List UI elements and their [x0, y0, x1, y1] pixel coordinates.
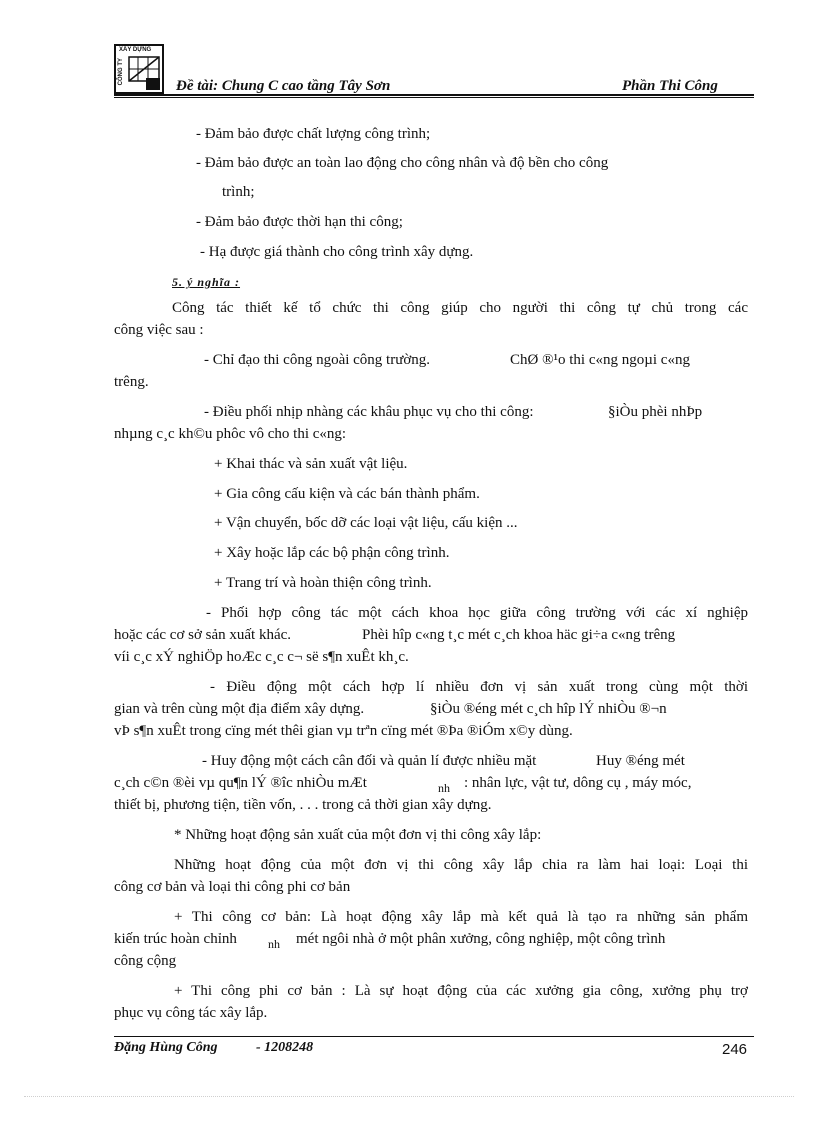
bullet-item: + Trang trí và hoàn thiện công trình. [214, 575, 432, 591]
bullet-item: + Gia công cấu kiện và các bán thành phẩm. [214, 486, 480, 502]
activities-heading: * Những hoạt động sản xuất của một đơn vị thi công xây lắp: [174, 827, 542, 843]
goal-item: - Hạ được giá thành cho công trình xây dựng. [200, 244, 474, 260]
paragraph-line: - Chỉ đạo thi công ngoài công trường. [204, 352, 431, 368]
goal-item: - Đảm bảo được chất lượng công trình; [196, 126, 431, 142]
nh-subscript: nh [438, 781, 450, 795]
company-logo [114, 44, 164, 94]
paragraph-line: - Huy động một cách cân đối và quản lí được nhiều mặt [202, 753, 537, 769]
paragraph-line: - Điều phối nhịp nhàng các khâu phục vụ cho thi công: [204, 404, 534, 420]
footer-student-id: - 1208248 [256, 1040, 314, 1055]
nh-fragment [268, 929, 280, 950]
paragraph-line: + Thi công cơ bản: Là hoạt động xây lắp mà kết quả là tạo ra những sản phẩm [174, 909, 748, 925]
header-title-left: Đề tài: Chung C cao tầng Tây Sơn [176, 78, 391, 94]
header-title-right: Phần Thi Công [622, 78, 718, 94]
garbled-text: c¸ch c©n ®èi vµ qu¶n lÝ ®îc nhiÒu mÆt [114, 775, 367, 791]
paragraph-line: gian và trên cùng một địa điểm xây dựng. [114, 701, 365, 717]
garbled-text: vÞ s¶n xuÊt trong cïng mét thêi gian vµ trªn cïng mét ®Þa ®iÓm x©y dùng. [114, 723, 573, 739]
paragraph-line: kiến trúc hoàn chỉnh [114, 931, 237, 947]
page-bottom-border [24, 1096, 794, 1097]
bullet-item: + Xây hoặc lắp các bộ phận công trình. [214, 545, 450, 561]
goal-item: trình; [222, 184, 255, 200]
paragraph-line: công việc sau : [114, 322, 204, 338]
garbled-text: trêng. [114, 374, 149, 390]
paragraph-line: công cơ bản và loại thi công phi cơ bản [114, 879, 351, 895]
garbled-text: ChØ ®¹o thi c«ng ngoµi c«ng [510, 352, 690, 368]
garbled-text: nhµng c¸c kh©u phôc vô cho thi c«ng: [114, 426, 347, 442]
garbled-text: Phèi hîp c«ng t¸c mét c¸ch khoa häc gi÷a c«ng trêng [362, 627, 676, 643]
goal-item: - Đảm bảo được an toàn lao động cho công nhân và độ bền cho công [196, 155, 609, 171]
paragraph-line: + Thi công phi cơ bản : Là sự hoạt động của các xưởng gia công, xưởng phụ trợ [174, 983, 748, 999]
logo-side-text: CÔNG TY [118, 58, 124, 86]
paragraph-line: : nhân lực, vật tư, dông cụ , máy móc, [464, 775, 692, 791]
garbled-text: víi c¸c xÝ nghiÖp hoÆc c¸c c¬ së s¶n xuÊt kh¸c. [114, 649, 409, 665]
goal-item: - Đảm bảo được thời hạn thi công; [196, 214, 403, 230]
paragraph-line: - Phối hợp công tác một cách khoa học giữa công trường với các xí nghiệp [206, 605, 748, 621]
header-rule-thin [114, 97, 754, 98]
paragraph-line: hoặc các cơ sở sản xuất khác. [114, 627, 292, 643]
nh-subscript: nh [268, 937, 280, 951]
garbled-text: §iÒu phèi nhÞp [608, 404, 703, 420]
garbled-text: §iÒu ®éng mét c¸ch hîp lÝ nhiÒu ®¬n [430, 701, 667, 717]
page-number: 246 [722, 1041, 748, 1058]
paragraph-line: - Điều động một cách hợp lí nhiều đơn vị sản xuất trong cùng một thời [210, 679, 748, 695]
section-heading: 5. ý nghĩa : [172, 275, 241, 289]
logo-emblem-icon [128, 56, 162, 92]
bullet-item: + Vận chuyển, bốc dỡ các loại vật liệu, cấu kiện ... [214, 515, 518, 531]
nh-fragment [438, 773, 450, 794]
header-rule [114, 94, 754, 96]
paragraph-line: Những hoạt động của một đơn vị thi công xây lắp chia ra làm hai loại: Loại thi [174, 857, 748, 873]
footer-author: Đặng Hùng Công [114, 1040, 218, 1055]
paragraph-line: công cộng [114, 953, 177, 969]
garbled-text: Huy ®éng mét [596, 753, 685, 769]
paragraph-line: phục vụ công tác xây lắp. [114, 1005, 268, 1021]
footer-rule [114, 1036, 754, 1037]
paragraph-line: Công tác thiết kế tổ chức thi công giúp cho người thi công tự chủ trong các [172, 300, 748, 316]
bullet-item: + Khai thác và sản xuất vật liệu. [214, 456, 408, 472]
paragraph-line: thiết bị, phương tiện, tiền vốn, . . . trong cả thời gian xây dựng. [114, 797, 492, 813]
paragraph-line: mét ngôi nhà ở một phân xưởng, công nghiệp, một công trình [296, 931, 666, 947]
logo-top-text: XÂY DỰNG [119, 47, 152, 53]
